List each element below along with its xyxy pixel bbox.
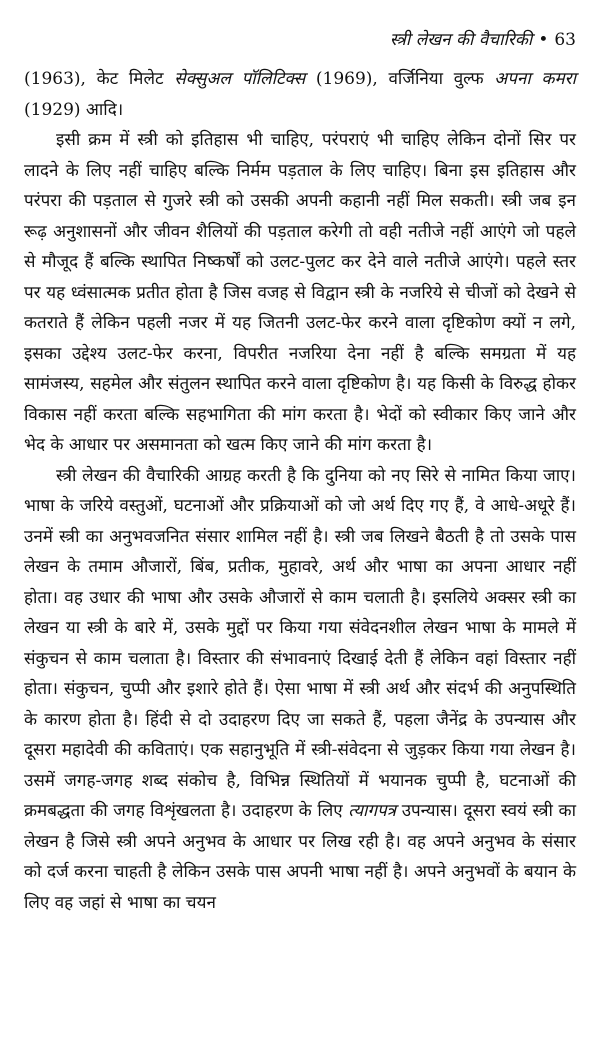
paragraph-continued xyxy=(24,64,576,125)
paragraph-language xyxy=(24,461,576,919)
text-segment: (1929) आदि। xyxy=(24,99,124,120)
running-header xyxy=(24,28,576,52)
text-segment: (1969), वर्जिनिया वुल्फ xyxy=(305,69,495,89)
paragraph-history-tradition: इसी क्रम में स्त्री को इतिहास भी चाहिए, परंपराएं भी चाहिए लेकिन दोनों सिर पर लादने के लिए नहीं चाहिए बल्कि निर्मम पड़ताल के लिए चाहिए। बिना इस इतिहास और परंपरा की पड़ताल से गुजरे स्त्री को उसकी अपनी कहानी नहीं मिल सकती। स्त्री जब इन रूढ़ अनुशासनों और जीवन शैलियों की पड़ताल करेगी तो वही नतीजे नहीं आएंगे जो पहले से मौजूद हैं बल्कि स्थापित निष्कर्षों को उलट-पुलट कर देने वाले नतीजे आएंगे। पहले स्तर पर यह ध्वंसात्मक प्रतीत होता है जिस वजह से विद्वान स्त्री के नजरिये से चीजों को देखने से कतराते हैं लेकिन पहली नजर में यह जितनी उलट-फेर करने वाला दृष्टिकोण क्यों न लगे, इसका उद्देश्य उलट-फेर करना, विपरीत नजरिया देना नहीं है बल्कि समग्रता में यह सामंजस्य, सहमेल और संतुलन स्थापित करने वाला दृष्टिकोण है। यह किसी के विरुद्ध होकर विकास नहीं करता बल्कि सहभागिता की मांग करता है। भेदों को स्वीकार किए जाने और भेद के आधार पर असमानता को खत्म किए जाने की मांग करता है। xyxy=(24,130,576,455)
text-segment: (1963), केट मिलेट xyxy=(24,69,175,89)
text-segment: उपन्यास। दूसरा स्वयं स्त्री का लेखन है जिसे स्त्री अपने अनुभव के आधार पर लिख रही है। वह अपने अनुभव के संसार को दर्ज करना चाहती है लेकिन उसके पास अपनी भाषा नहीं है। अपने अनुभवों के बयान के लिए वह जहां से भाषा का चयन xyxy=(24,801,576,913)
book-title-italic: त्यागपत्र xyxy=(348,801,397,821)
book-page xyxy=(24,28,576,918)
page-number: 63 xyxy=(554,30,576,50)
header-separator: • xyxy=(538,30,549,50)
book-title-italic: अपना कमरा xyxy=(494,69,576,89)
running-title: स्त्री लेखन की वैचारिकी xyxy=(389,30,533,50)
text-segment: स्त्री लेखन की वैचारिकी आग्रह करती है कि दुनिया को नए सिरे से नामित किया जाए। भाषा के जरिये वस्तुओं, घटनाओं और प्रक्रियाओं को जो अर्थ दिए गए हैं, वे आधे-अधूरे हैं। उनमें स्त्री का अनुभवजनित संसार शामिल नहीं है। स्त्री जब लिखने बैठती है तो उसके पास लेखन के तमाम औजारों, बिंब, प्रतीक, मुहावरे, अर्थ और भाषा का अपना आधार नहीं होता। वह उधार की भाषा और उसके औजारों से काम चलाती है। इसलिये अक्सर स्त्री का लेखन या स्त्री के बारे में, उसके मुद्दों पर किया गया संवेदनशील लेखन भाषा के मामले में संकुचन से काम चलाता है। विस्तार की संभावनाएं दिखाई देती हैं लेकिन वहां विस्तार नहीं होता। संकुचन, चुप्पी और इशारे होते हैं। ऐसा भाषा में स्त्री अर्थ और संदर्भ की अनुपस्थिति के कारण होता है। हिंदी से दो उदाहरण दिए जा सकते हैं, पहला जैनेंद्र के उपन्यास और दूसरा महादेवी की कविताएं। एक सहानुभूति में स्त्री-संवेदना से जुड़कर किया गया लेखन है। उसमें जगह-जगह शब्द संकोच है, विभिन्न स्थितियों में भयानक चुप्पी है, घटनाओं की क्रमबद्धता की जगह विशृंखलता है। उदाहरण के लिए xyxy=(24,465,576,821)
book-title-italic: सेक्सुअल पॉलिटिक्स xyxy=(174,69,306,89)
